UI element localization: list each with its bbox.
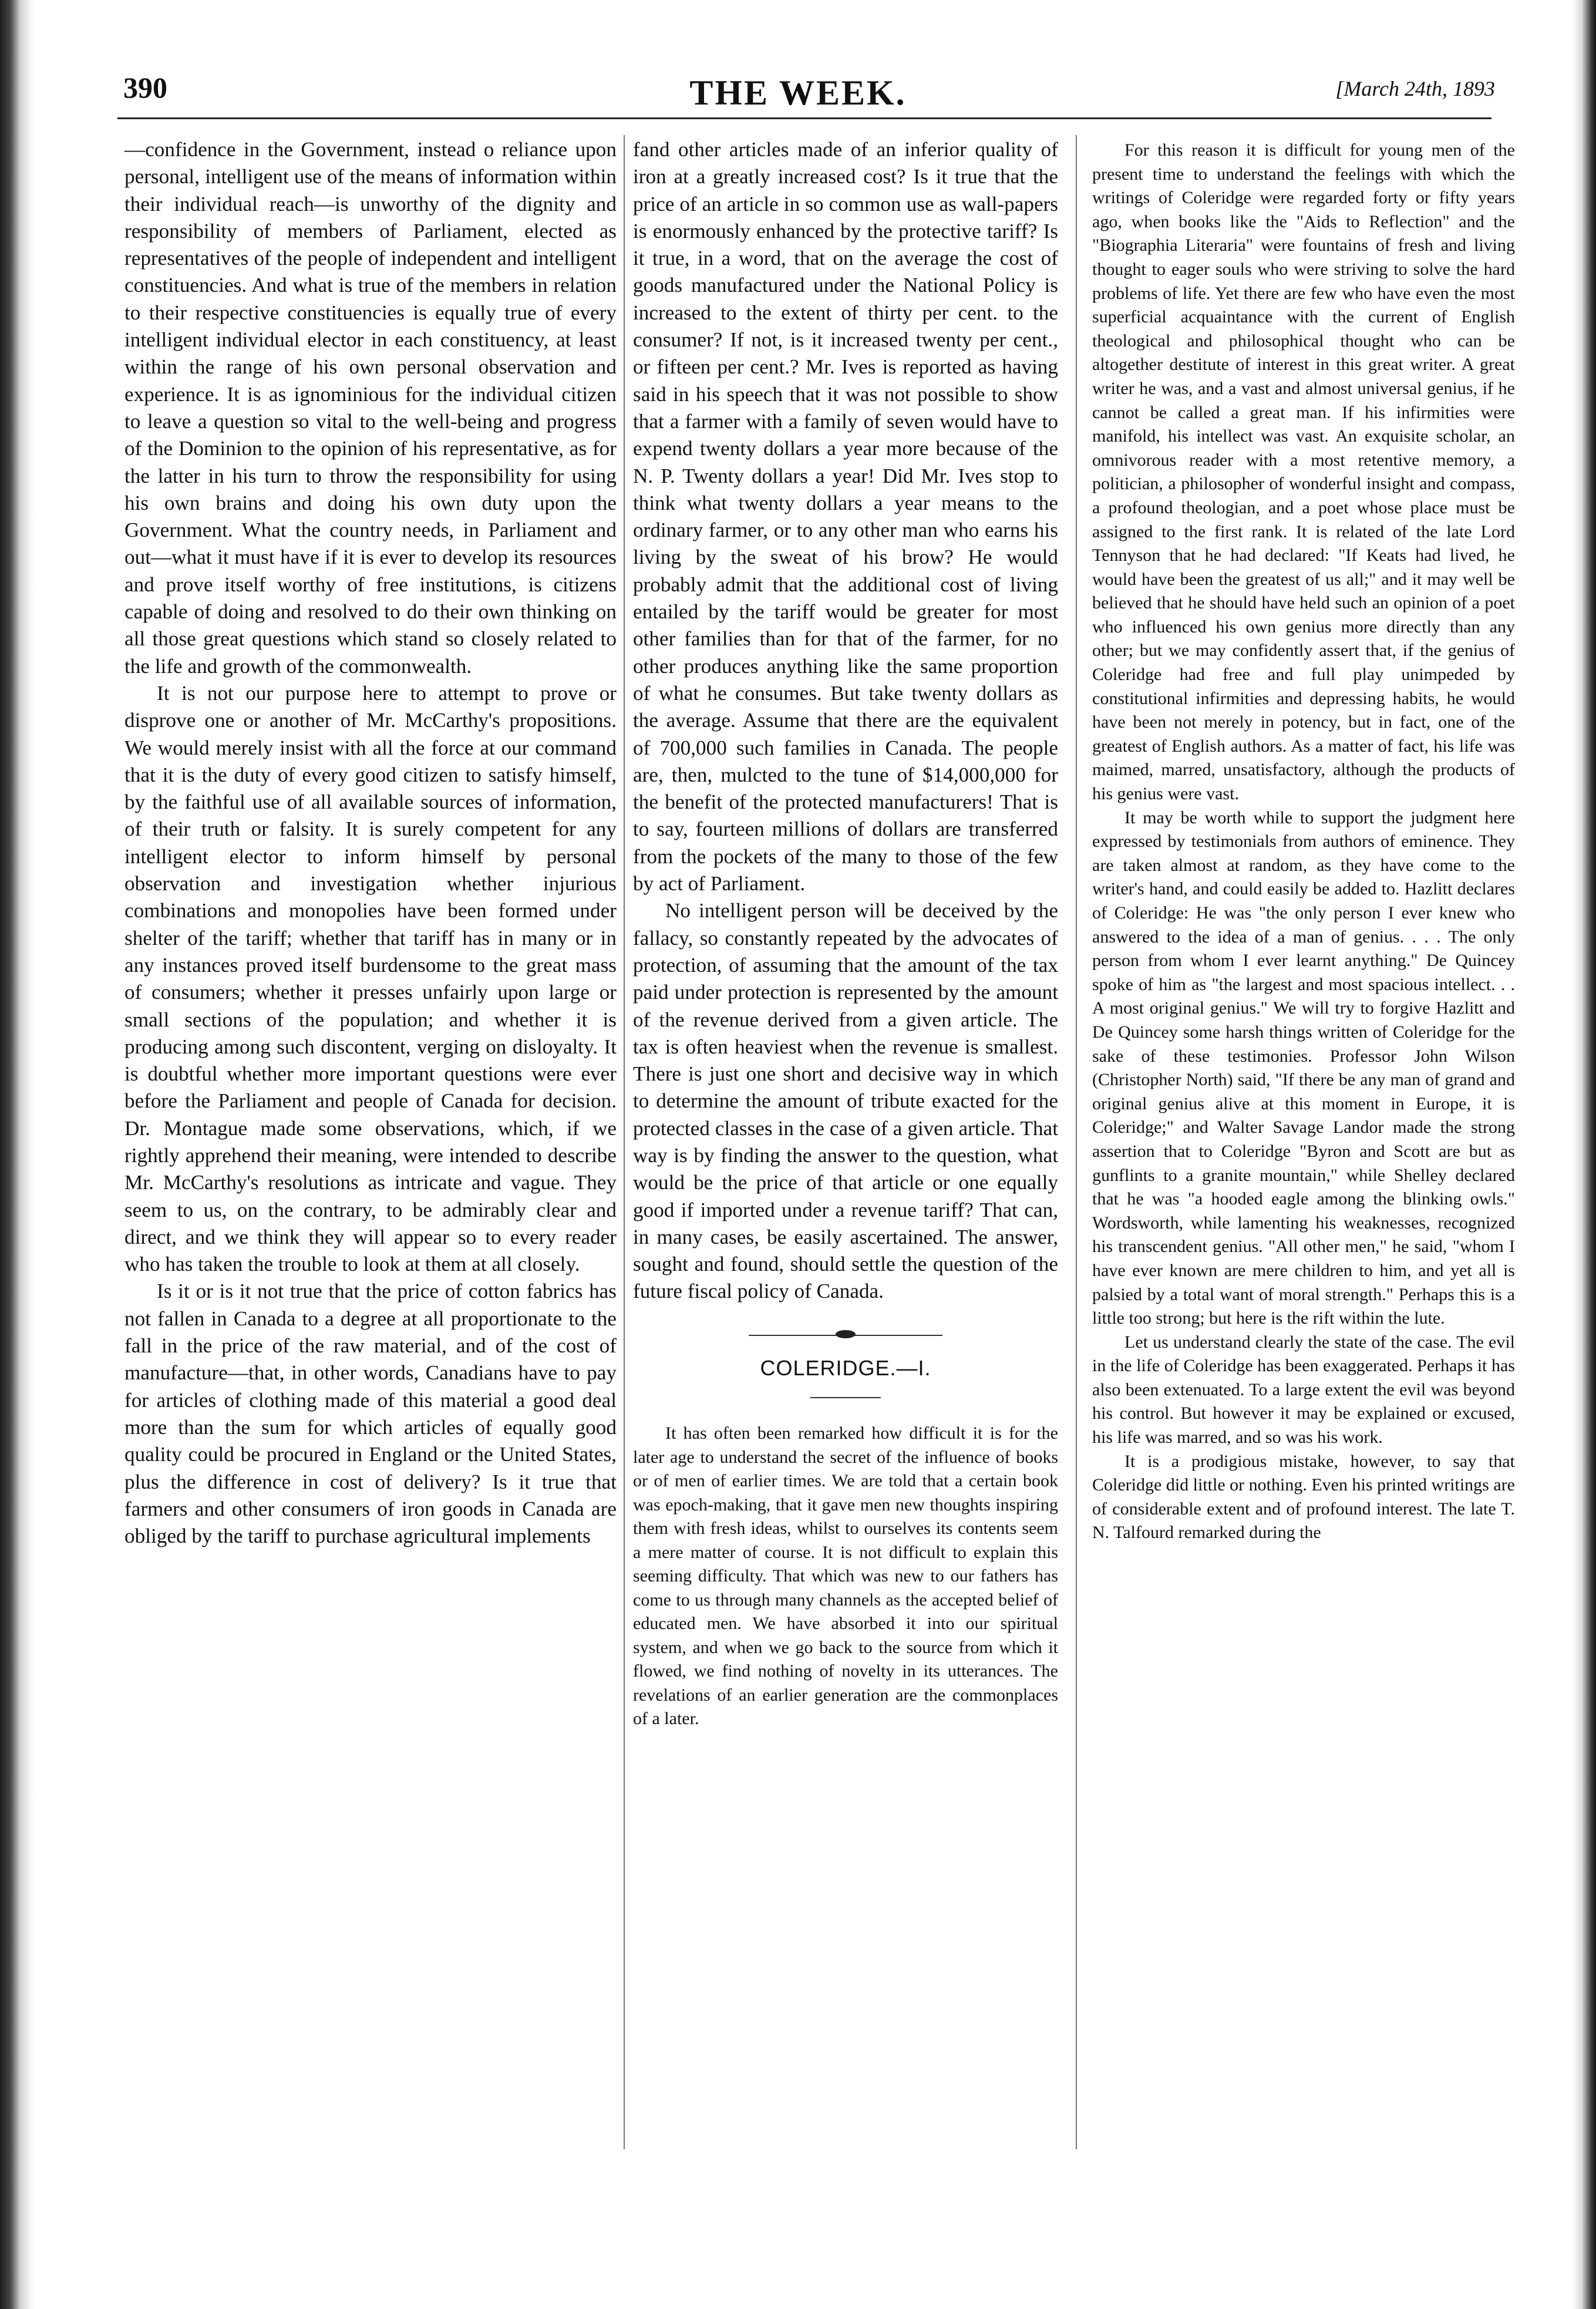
- page-number: 390: [123, 71, 167, 104]
- paragraph: It is not our purpose here to attempt to prove or disprove one or another of Mr. McCarthy's propositions. We would merely insist with all the force at our command that it is the duty of every good citizen to satisfy himself, by the faithful use of all available sources of information, of their truth or falsity. It is surely competent for any intelligent elector to inform himself by personal observation and investigation whether injurious combinations and monopolies have been formed under shelter of the tariff; whether that tariff has in many or in any instances proved itself burdensome to the great mass of consumers; whether it presses unfairly upon large or small sections of the population; and whether it is producing among such discontent, verging on disloyalty. It is doubtful whether more important questions were ever before the Parliament and people of Canada for decision. Dr. Montague made some observations, which, if we rightly apprehend their meaning, were intended to describe Mr. McCarthy's resolutions as intricate and vague. They seem to us, on the contrary, to be admirably clear and direct, and we think they will appear so to every reader who has taken the trouble to look at them at all closely.: [124, 681, 617, 1276]
- column-divider-2: [1076, 135, 1077, 2149]
- paragraph: For this reason it is difficult for young men of the present time to understand the feelings with which the writings of Coleridge were regarded forty or fifty years ago, when books like the "Aids to Reflection" and the "Biographia Literaria" were fountains of fresh and living thought to eager souls who were striving to solve the hard problems of life. Yet there are few who have even the most superficial acquaintance with the current of English theological and philosophical thought who can be altogether destitute of interest in this great writer. A great writer he was, and a vast and almost universal genius, if he cannot be called a great man. If his infirmities were manifold, his intellect was vast. An exquisite scholar, an omnivorous reader with a most retentive memory, a politician, a philosopher of wonderful insight and compass, a profound theologian, and a poet whose place must be assigned to the first rank. It is related of the late Lord Tennyson that he had declared: "If Keats had lived, he would have been the greatest of us all;" and it may well be believed that he should have held such an opinion of a poet who influenced his own genius more directly than any other; but we may confidently assert that, if the genius of Coleridge had free and full play unimpeded by constitutional infirmities and depressing habits, he would have been not merely in potency, but in fact, one of the greatest of English authors. As a matter of fact, his life was maimed, marred, unsatisfactory, although the products of his genius were vast.: [1092, 140, 1515, 804]
- text-column-2: [633, 136, 1058, 1731]
- issue-date: [March 24th, 1893: [1335, 77, 1495, 100]
- article-heading: [633, 1334, 1058, 1398]
- paragraph: It is a prodigious mistake, however, to say that Coleridge did little or nothing. Even his printed writings are of considerable extent and of profound interest. The late T. N. Talfourd remarked during the: [1092, 1451, 1515, 1543]
- paragraph: No intelligent person will be deceived by the fallacy, so constantly repeated by the advocates of protection, of assuming that the amount of the tax paid under protection is represented by the amount of the revenue derived from a given article. The tax is often heaviest when the revenue is smallest. There is just one short and decisive way in which to determine the amount of tribute exacted for the protected classes in the case of a given article. That way is by finding the answer to the question, what would be the price of that article or one equally good if imported under a revenue tariff? That can, in many cases, be easily ascertained. The answer, sought and found, should settle the question of the future fiscal policy of Canada.: [633, 899, 1058, 1303]
- paragraph: Is it or is it not true that the price of cotton fabrics has not fallen in Canada to a degree at all proportionate to the fall in the price of the raw material, and of the cost of manufacture—that, in other words, Canadians have to pay for articles of clothing made of this material a good deal more than the sum for which articles of equally good quality could be procured in England or the United States, plus the difference in cost of delivery? Is it true that farmers and other consumers of iron goods in Canada are obliged by the tariff to purchase agricultural implements: [124, 1280, 617, 1548]
- article-title: COLERIDGE.—I.: [760, 1355, 931, 1380]
- binding-shadow-left: [0, 0, 35, 2309]
- text-column-3: [1092, 139, 1515, 1545]
- paragraph: Let us understand clearly the state of the case. The evil in the life of Coleridge has been exaggerated. Perhaps it has also been extenuated. To a large extent the evil was beyond his control. But however it may be explained or excused, his life was marred, and so was his work.: [1092, 1332, 1515, 1448]
- text-column-1: [124, 136, 617, 1550]
- header-rule: [117, 117, 1491, 119]
- short-rule: [810, 1397, 881, 1398]
- column-divider-1: [624, 135, 625, 2149]
- binding-shadow-right: [1573, 0, 1596, 2309]
- paragraph: It may be worth while to support the judgment here expressed by testimonials from authors of eminence. They are taken almost at random, as they have come to the writer's hand, and could easily be added to. Hazlitt declares of Coleridge: He was "the only person I ever knew who answered to the idea of a man of genius. . . . The only person from whom I ever learnt anything." De Quincey spoke of him as "the largest and most spacious intellect. . . A most original genius." We will try to forgive Hazlitt and De Quincey some harsh things written of Coleridge for the sake of these testimonies. Professor John Wilson (Christopher North) said, "If there be any man of grand and original genius alive at this moment in Europe, it is Coleridge;" and Walter Savage Landor made the strong assertion that to Coleridge "Byron and Scott are but as gunflints to a granite mountain," while Shelley declared that he was "a hooded eagle among the blinking owls." Wordsworth, while lamenting his weaknesses, recognized his transcendent genius. "All other men," he said, "whom I have ever known are mere children to him, and yet all is palsied by a total want of moral strength." Perhaps this is a little too strong; but here is the rift within the lute.: [1092, 807, 1515, 1328]
- ornament-rule: [749, 1334, 942, 1337]
- paragraph: It has often been remarked how difficult it is for the later age to understand the secret of the influence of books or of men of earlier times. We are told that a certain book was epoch-making, that it gave men new thoughts inspiring them with fresh ideas, whilst to ourselves its contents seem a mere matter of course. It is not difficult to explain this seeming difficulty. That which was new to our fathers has come to us through many channels as the accepted belief of educated men. We have absorbed it into our spiritual system, and when we go back to the source from which it flowed, we find nothing of novelty in its utterances. The revelations of an earlier generation are the commonplaces of a later.: [633, 1423, 1058, 1729]
- paragraph: —confidence in the Government, instead o reliance upon personal, intelligent use of the means of information within their individual reach—is unworthy of the dignity and responsibility of members of Parliament, elected as representatives of the people of independent and intelligent constituencies. And what is true of the members in relation to their respective constituencies is equally true of every intelligent individual elector in each constituency, at least within the range of his own personal observation and experience. It is as ignominious for the individual citizen to leave a question so vital to the well-being and progress of the Dominion to the opinion of his representative, as for the latter in his turn to throw the responsibility for using his own brains and doing his own duty upon the Government. What the country needs, in Parliament and out—what it must have if it is ever to develop its resources and prove itself worthy of free institutions, is citizens capable of doing and resolved to do their own thinking on all those great questions which stand so closely related to the life and growth of the commonwealth.: [124, 138, 617, 678]
- paragraph: fand other articles made of an inferior quality of iron at a greatly increased cost? Is it true that the price of an article in so common use as wall-papers is enormously enhanced by the protective tariff? Is it true, in a word, that on the average the cost of goods manufactured under the National Policy is increased to the extent of thirty per cent. to the consumer? If not, is it increased twenty per cent., or fifteen per cent.? Mr. Ives is reported as having said in his speech that it was not possible to show that a farmer with a family of seven would have to expend twenty dollars a year more because of the N. P. Twenty dollars a year! Did Mr. Ives stop to think what twenty dollars a year means to the ordinary farmer, or to any other man who earns his living by the sweat of his brow? He would probably admit that the additional cost of living entailed by the tariff would be greater for most other families than for that of the farmer, for no other produces anything like the same proportion of what he consumes. But take twenty dollars as the average. Assume that there are the equivalent of 700,000 such families in Canada. The people are, then, mulcted to the tune of $14,000,000 for the benefit of the protected manufacturers! That is to say, fourteen millions of dollars are transferred from the pockets of the many to those of the few by act of Parliament.: [633, 138, 1058, 896]
- running-title: THE WEEK.: [689, 73, 907, 112]
